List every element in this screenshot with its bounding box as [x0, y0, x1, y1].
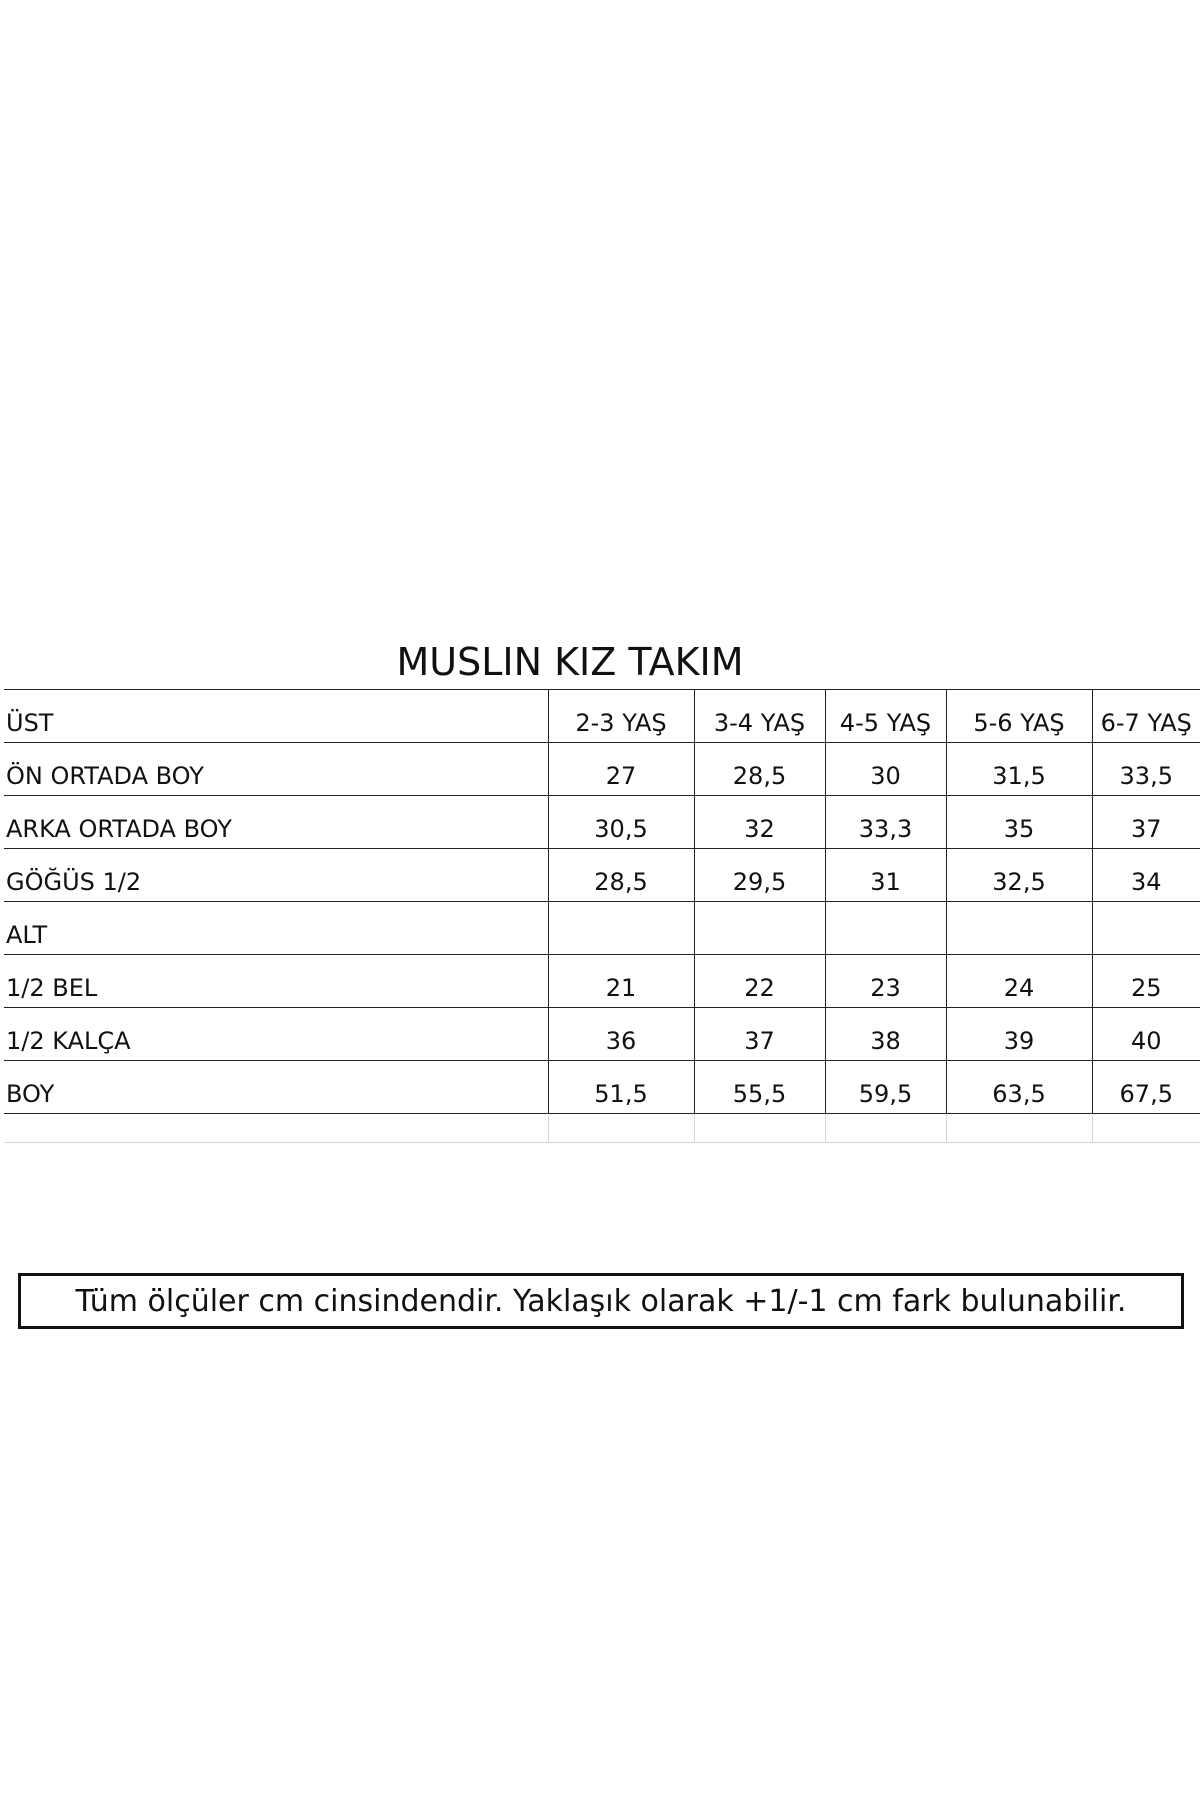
table-cell: 34 [1092, 849, 1200, 902]
table-cell [946, 902, 1092, 955]
page-title: MUSLIN KIZ TAKIM [396, 640, 744, 684]
empty-cell [694, 1114, 825, 1143]
table-cell [548, 902, 694, 955]
table-cell: 37 [694, 1008, 825, 1061]
row-label: 1/2 BEL [4, 955, 548, 1008]
measurement-note [18, 1273, 1184, 1329]
table-cell: 28,5 [548, 849, 694, 902]
row-label: ÖN ORTADA BOY [4, 743, 548, 796]
table-cell: 22 [694, 955, 825, 1008]
column-header: 2-3 YAŞ [548, 690, 694, 743]
table-cell [825, 902, 946, 955]
table-cell [1092, 902, 1200, 955]
empty-cell [1092, 1114, 1200, 1143]
table-cell: 23 [825, 955, 946, 1008]
row-label: ARKA ORTADA BOY [4, 796, 548, 849]
table-cell: 38 [825, 1008, 946, 1061]
table-cell: 25 [1092, 955, 1200, 1008]
row-label: GÖĞÜS 1/2 [4, 849, 548, 902]
size-chart-table [4, 689, 1200, 1143]
column-header: 4-5 YAŞ [825, 690, 946, 743]
table-cell: 39 [946, 1008, 1092, 1061]
table-row [4, 1061, 1200, 1114]
section-label-ust: ÜST [4, 690, 548, 743]
table-row [4, 1008, 1200, 1061]
table-cell: 28,5 [694, 743, 825, 796]
table-cell: 29,5 [694, 849, 825, 902]
table-cell: 59,5 [825, 1061, 946, 1114]
table-header-row [4, 690, 1200, 743]
table-cell: 40 [1092, 1008, 1200, 1061]
table-cell: 30 [825, 743, 946, 796]
table-cell: 27 [548, 743, 694, 796]
table-cell: 32,5 [946, 849, 1092, 902]
table-cell: 32 [694, 796, 825, 849]
table-cell: 21 [548, 955, 694, 1008]
empty-cell [4, 1114, 548, 1143]
table-cell: 33,3 [825, 796, 946, 849]
table-cell: 24 [946, 955, 1092, 1008]
table-cell: 51,5 [548, 1061, 694, 1114]
table-cell: 35 [946, 796, 1092, 849]
empty-cell [825, 1114, 946, 1143]
table-cell: 37 [1092, 796, 1200, 849]
table-cell: 55,5 [694, 1061, 825, 1114]
empty-grid-row [4, 1114, 1200, 1143]
table-cell: 63,5 [946, 1061, 1092, 1114]
section-label-alt: ALT [4, 902, 548, 955]
table-row [4, 796, 1200, 849]
column-header: 6-7 YAŞ [1092, 690, 1200, 743]
table-cell: 31,5 [946, 743, 1092, 796]
table-row [4, 902, 1200, 955]
column-header: 3-4 YAŞ [694, 690, 825, 743]
table-row [4, 849, 1200, 902]
table-cell [694, 902, 825, 955]
row-label: BOY [4, 1061, 548, 1114]
column-header: 5-6 YAŞ [946, 690, 1092, 743]
table-cell: 67,5 [1092, 1061, 1200, 1114]
table-row [4, 743, 1200, 796]
table-cell: 36 [548, 1008, 694, 1061]
table-cell: 31 [825, 849, 946, 902]
measurement-note-text: Tüm ölçüler cm cinsindendir. Yaklaşık olarak +1/-1 cm fark bulunabilir. [75, 1283, 1127, 1319]
table-cell: 30,5 [548, 796, 694, 849]
empty-cell [548, 1114, 694, 1143]
row-label: 1/2 KALÇA [4, 1008, 548, 1061]
table-row [4, 955, 1200, 1008]
table-cell: 33,5 [1092, 743, 1200, 796]
empty-cell [946, 1114, 1092, 1143]
